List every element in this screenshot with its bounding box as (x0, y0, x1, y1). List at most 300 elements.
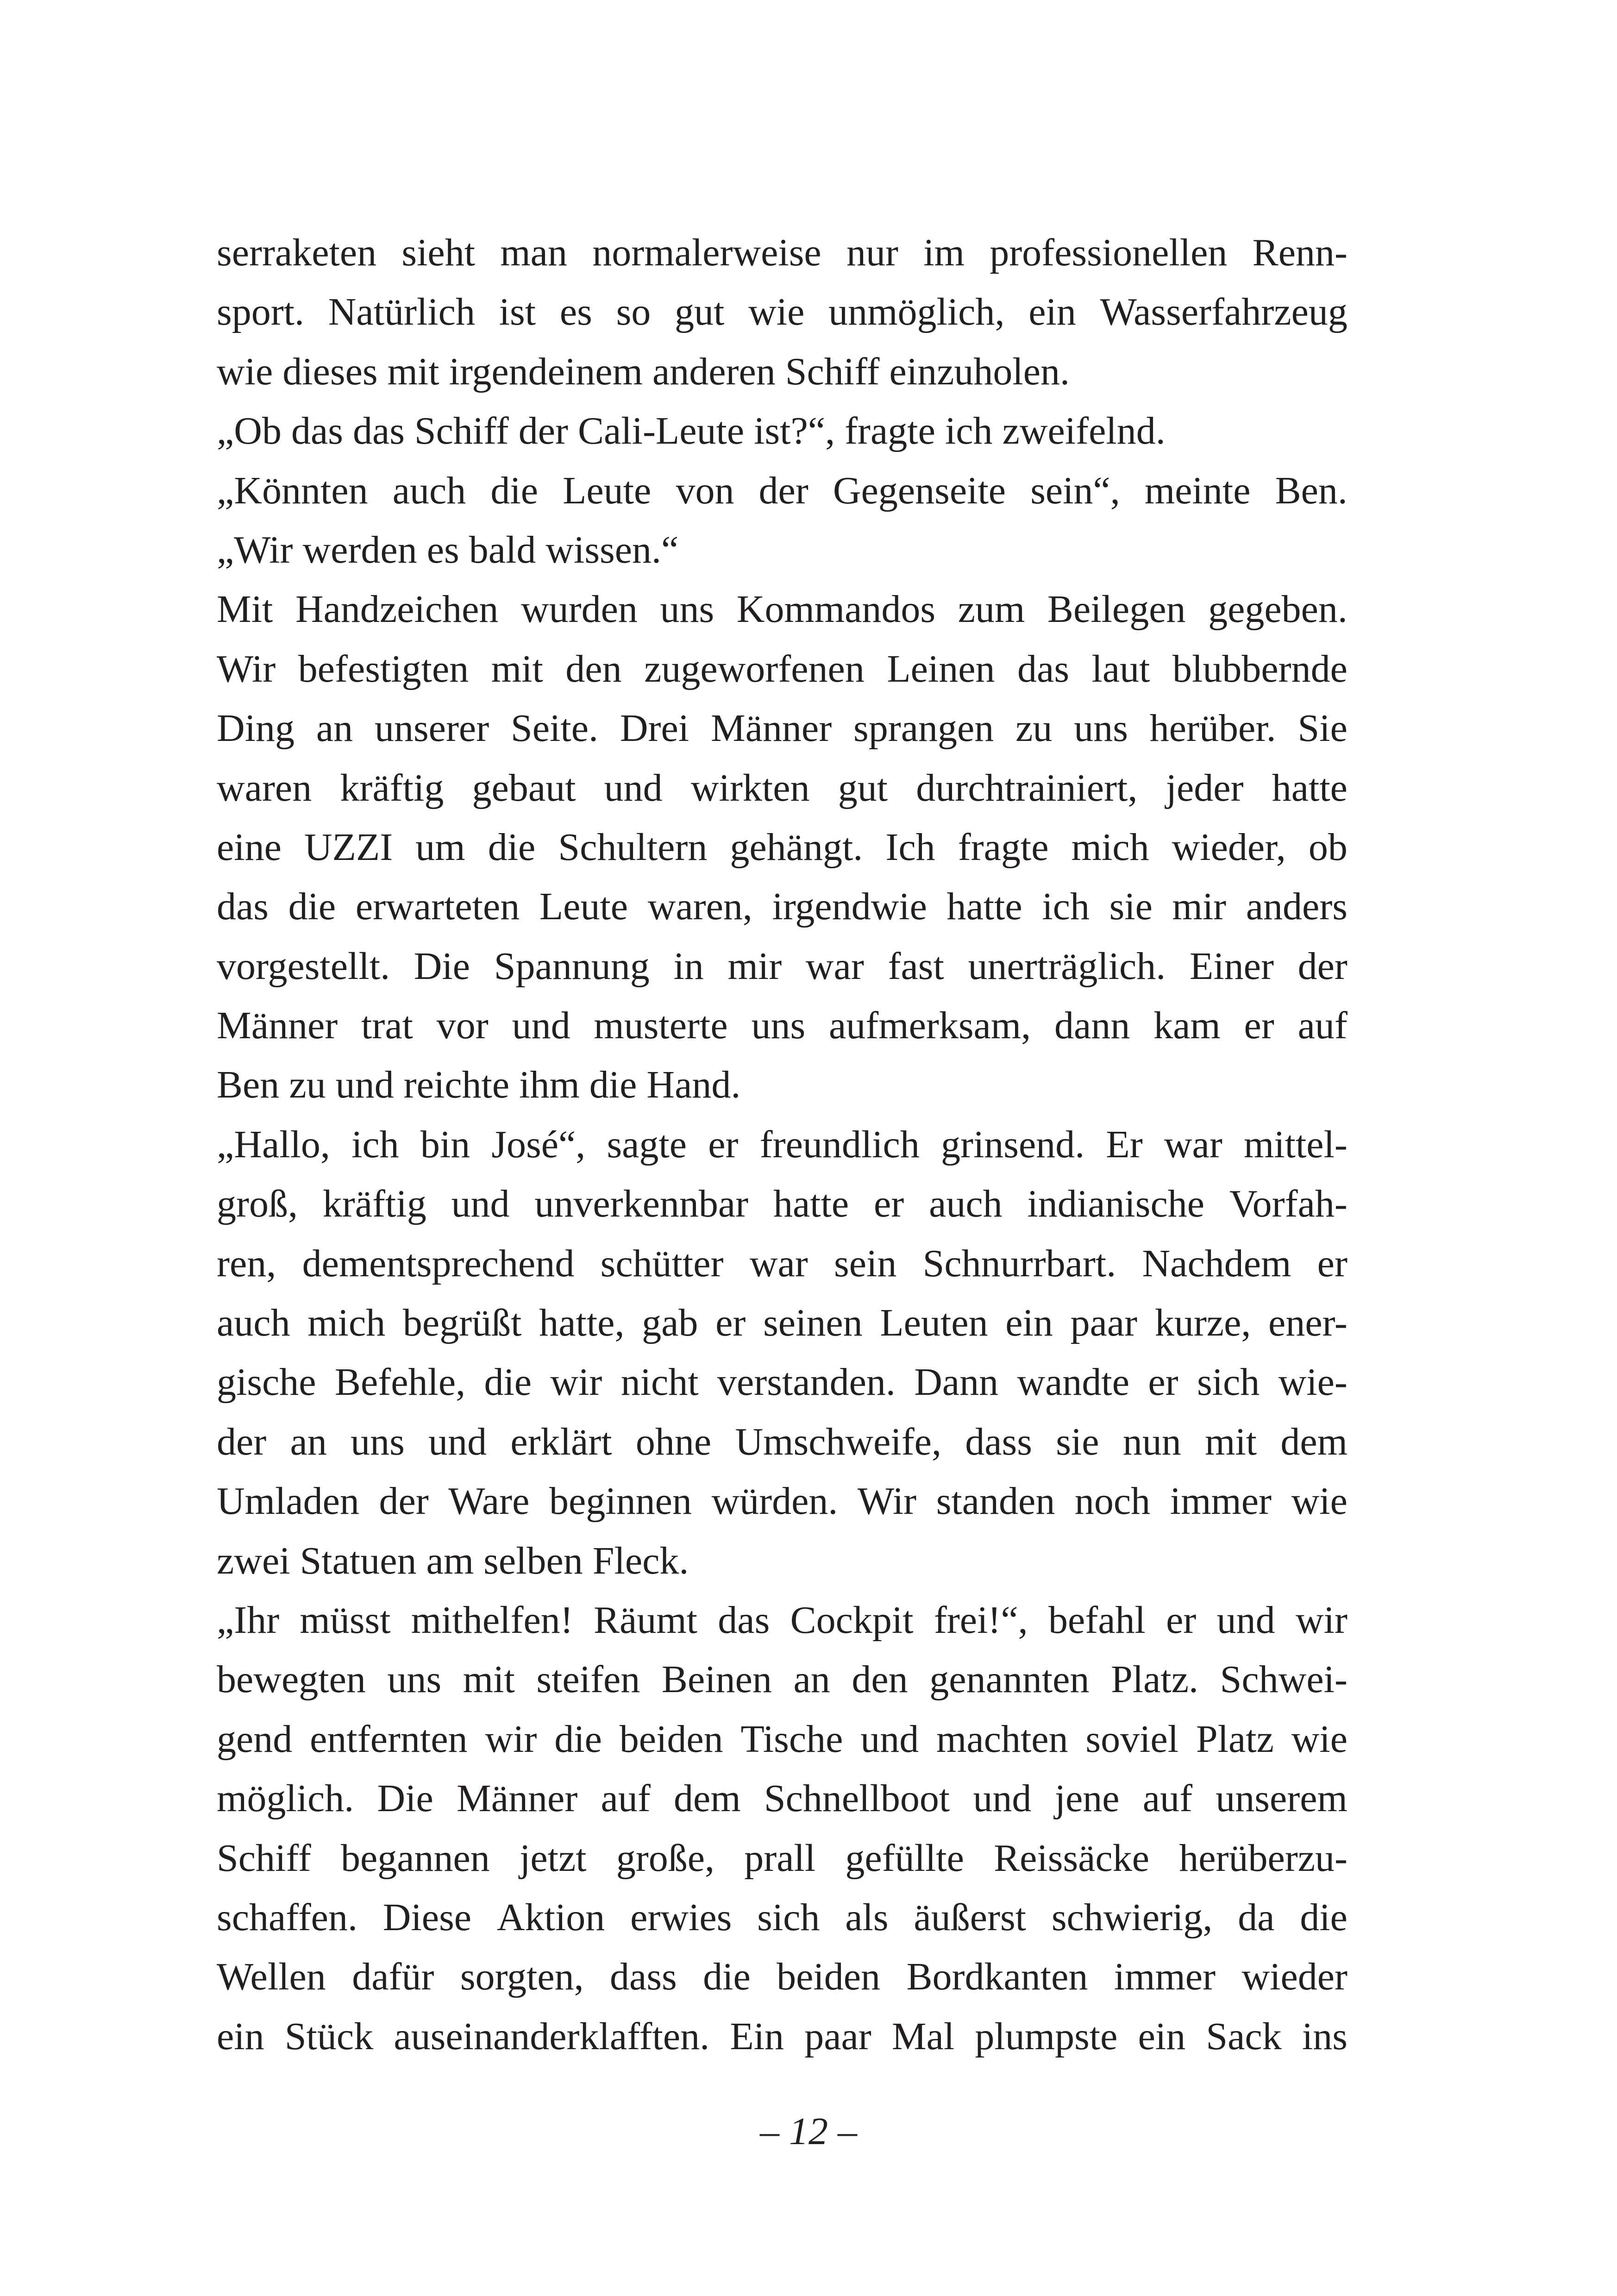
word: der (217, 1420, 267, 1463)
word: bewegten (217, 1658, 366, 1701)
word: an (316, 707, 353, 750)
word: serraketen (217, 231, 377, 274)
word: fast (888, 944, 944, 988)
text-line (217, 1472, 1348, 1531)
word: die (703, 1955, 751, 1999)
word: Er (1106, 1123, 1143, 1166)
word: sich (1197, 1361, 1260, 1404)
word: auf (601, 1777, 651, 1820)
text-line (217, 1591, 1348, 1650)
word: ein (1005, 1301, 1053, 1345)
word: professionellen (990, 231, 1228, 274)
word: begrüßt (402, 1301, 522, 1345)
word: kam (1153, 1004, 1221, 1048)
word: auf (1297, 1004, 1348, 1048)
text-line (217, 1353, 1348, 1412)
word: Tische (740, 1717, 843, 1761)
word: gend (217, 1717, 293, 1761)
text-line (217, 1531, 1348, 1591)
word: er (874, 1182, 904, 1226)
word: indianische (1027, 1182, 1205, 1226)
word: zweifelnd. (1002, 409, 1166, 453)
text-line (217, 521, 1348, 580)
word: erklärt (510, 1420, 612, 1463)
word: uns (351, 1420, 405, 1463)
word: zu (289, 1063, 326, 1107)
word: Renn- (1252, 231, 1348, 274)
word: war (1164, 1123, 1222, 1166)
word: da (1238, 1895, 1275, 1939)
word: Platz (1196, 1717, 1274, 1761)
word: möglich. (217, 1777, 354, 1820)
word: Schiff (785, 350, 880, 393)
word: das (1017, 647, 1070, 690)
word: mithelfen! (411, 1598, 573, 1642)
word: anders (1246, 885, 1348, 928)
word: die (490, 469, 538, 512)
word: es (559, 290, 592, 334)
word: blubbernde (1172, 647, 1348, 690)
word: nicht (620, 1361, 699, 1404)
word: würden. (711, 1480, 838, 1523)
word: fragte (958, 825, 1049, 869)
word: entfernten (310, 1717, 468, 1761)
word: paar (1070, 1301, 1138, 1345)
body-text (217, 223, 1348, 2066)
word: beginnen (549, 1480, 692, 1523)
word: beiden (619, 1717, 723, 1761)
word: er (1244, 1004, 1274, 1048)
word: Männer (217, 1004, 338, 1048)
word: ein (1138, 2014, 1186, 2058)
word: Ben. (1275, 469, 1348, 512)
word: und (973, 1777, 1032, 1820)
word: um (415, 825, 465, 869)
word: genannten (929, 1658, 1090, 1701)
word: prall (744, 1836, 816, 1880)
word: Beilegen (1047, 588, 1186, 631)
word: Wir (217, 647, 276, 690)
word: waren, (647, 885, 752, 928)
word: mir (1172, 885, 1227, 928)
word: Ware (448, 1480, 530, 1523)
word: Umladen (217, 1480, 359, 1523)
word: als (845, 1895, 889, 1939)
word: vor (436, 1004, 489, 1048)
word: uns (1074, 707, 1128, 750)
word: ohne (635, 1420, 712, 1463)
word: jeder (1166, 766, 1244, 809)
word: machten (936, 1717, 1068, 1761)
text-line (217, 877, 1348, 936)
word: die (288, 885, 336, 928)
word: Nachdem (1142, 1242, 1291, 1285)
word: nur (846, 231, 898, 274)
word: wandte (1017, 1361, 1130, 1404)
word: gegeben. (1208, 588, 1348, 631)
word: die (554, 1717, 602, 1761)
word: Seite. (511, 707, 598, 750)
word: schaffen. (217, 1895, 357, 1939)
word: das (217, 885, 269, 928)
word: ihm (519, 1063, 580, 1107)
word: unmöglich, (828, 290, 1005, 334)
word: freundlich (759, 1123, 920, 1166)
word: den (565, 647, 622, 690)
word: mir (727, 944, 782, 988)
word: es (426, 528, 459, 571)
word: normalerweise (592, 231, 821, 274)
word: irgendwie (772, 885, 927, 928)
text-line (217, 342, 1348, 401)
word: er (715, 1301, 746, 1345)
word: den (852, 1658, 908, 1701)
word: am (426, 1539, 474, 1582)
word: wir (485, 1717, 537, 1761)
word: dementsprechend (302, 1242, 575, 1285)
word: der (758, 469, 808, 512)
word: Umschweife, (735, 1420, 941, 1463)
word: Schiff (217, 1836, 311, 1880)
text-line (217, 1115, 1348, 1174)
word: Schiff (414, 409, 509, 453)
word: Stück (284, 2014, 374, 2058)
word: steifen (536, 1658, 640, 1701)
word: Handzeichen (295, 588, 499, 631)
word: Reissäcke (994, 1836, 1149, 1880)
word: Diese (382, 1895, 472, 1939)
word: beiden (777, 1955, 881, 1999)
text-line (217, 937, 1348, 996)
word: dem (674, 1777, 741, 1820)
word: zum (958, 588, 1025, 631)
word: sieht (401, 231, 476, 274)
text-line (217, 580, 1348, 639)
word: auch (392, 469, 466, 512)
word: wie (1291, 1480, 1348, 1523)
word: mittel- (1243, 1123, 1348, 1166)
word: standen (936, 1480, 1055, 1523)
word: begannen (340, 1836, 490, 1880)
word: ist (499, 290, 536, 334)
word: Wasserfahrzeug (1100, 290, 1348, 334)
word: jetzt (520, 1836, 587, 1880)
word: ener- (1268, 1301, 1348, 1345)
word: mich (307, 1301, 386, 1345)
word: dann (1054, 1004, 1130, 1048)
word: wie (748, 290, 805, 334)
word: plumpste (975, 2014, 1118, 2058)
word: mit (463, 1658, 515, 1701)
word: das (352, 409, 405, 453)
word: dem (1280, 1420, 1348, 1463)
word: Schultern (558, 825, 708, 869)
word: Vorfah- (1229, 1182, 1348, 1226)
word: UZZI (304, 825, 393, 869)
word: der (518, 409, 568, 453)
word: befahl (1048, 1598, 1146, 1642)
word: unserem (1216, 1777, 1348, 1820)
word: der (1297, 944, 1348, 988)
word: wurden (520, 588, 638, 631)
word: schwierig, (1051, 1895, 1213, 1939)
word: die (488, 825, 536, 869)
word: paar (804, 2014, 871, 2058)
word: und (512, 1004, 570, 1048)
word: Bordkanten (906, 1955, 1088, 1999)
word: uns (751, 1004, 806, 1048)
word: unerträglich. (968, 944, 1166, 988)
word: Befehle, (334, 1361, 466, 1404)
text-line (217, 461, 1348, 521)
word: sie (1109, 885, 1153, 928)
word: zu (1015, 707, 1053, 750)
word: Räumt (594, 1598, 698, 1642)
word: Hand. (646, 1063, 741, 1107)
word: jene (1054, 1777, 1120, 1820)
word: ren, (217, 1242, 276, 1285)
word: hatte, (539, 1301, 625, 1345)
word: er (708, 1123, 739, 1166)
word: auch (217, 1301, 290, 1345)
word: nun (1122, 1420, 1181, 1463)
word: wie (1291, 1717, 1348, 1761)
word: kräftig (322, 1182, 426, 1226)
word: Gegenseite (833, 469, 1006, 512)
word: „Hallo, (217, 1123, 330, 1166)
word: Wir (857, 1480, 917, 1523)
word: und (1216, 1598, 1275, 1642)
word: Schwei- (1220, 1658, 1348, 1701)
word: Spannung (494, 944, 650, 988)
word: „Könnten (217, 469, 368, 512)
word: mit (491, 647, 543, 690)
word: Die (414, 944, 470, 988)
word: Die (377, 1777, 433, 1820)
word: im (923, 231, 965, 274)
word: Ben (217, 1063, 280, 1107)
word: unverkennbar (534, 1182, 749, 1226)
word: dass (965, 1420, 1032, 1463)
word: immer (1114, 1955, 1216, 1999)
word: Ich (885, 825, 935, 869)
word: wie- (1278, 1361, 1348, 1404)
word: Aktion (496, 1895, 605, 1939)
word: er (1166, 1598, 1197, 1642)
word: dafür (352, 1955, 434, 1999)
word: ist?“, (754, 409, 835, 453)
word: auch (929, 1182, 1003, 1226)
word: Männer (457, 1777, 578, 1820)
word: ein (217, 2014, 264, 2058)
word: mit (1205, 1420, 1257, 1463)
text-line (217, 1947, 1348, 2007)
text-line (217, 818, 1348, 877)
word: Einer (1190, 944, 1274, 988)
page-number: – 12 – (760, 2110, 857, 2153)
word: Leute (539, 885, 628, 928)
word: trat (361, 1004, 413, 1048)
word: er (1148, 1361, 1178, 1404)
word: wissen.“ (545, 528, 679, 571)
word: von (676, 469, 734, 512)
word: uns (387, 1658, 442, 1701)
word: gefüllte (845, 1836, 964, 1880)
word: waren (217, 766, 312, 809)
word: sprangen (853, 707, 994, 750)
word: durchtrainiert, (916, 766, 1138, 809)
word: wirkten (690, 766, 810, 809)
word: herüber. (1149, 707, 1276, 750)
word: äußerst (914, 1895, 1026, 1939)
word: gische (217, 1361, 316, 1404)
word: laut (1091, 647, 1150, 690)
word: noch (1074, 1480, 1151, 1523)
word: „Ob (217, 409, 282, 453)
text-line (217, 1293, 1348, 1353)
text-line (217, 282, 1348, 342)
text-line (217, 401, 1348, 461)
text-line (217, 640, 1348, 699)
word: sagte (607, 1123, 687, 1166)
text-line (217, 223, 1348, 282)
word: gab (642, 1301, 698, 1345)
word: er (1317, 1242, 1348, 1285)
text-line (217, 1650, 1348, 1709)
word: an (290, 1420, 327, 1463)
word: sie (1056, 1420, 1099, 1463)
word: Beinen (661, 1658, 772, 1701)
word: ich (945, 409, 993, 453)
word: Leinen (887, 647, 995, 690)
word: wieder, (1172, 825, 1286, 869)
word: hatte (773, 1182, 849, 1226)
word: hatte (1272, 766, 1348, 809)
word: sorgten, (460, 1955, 584, 1999)
word: die (484, 1361, 532, 1404)
text-line (217, 1829, 1348, 1888)
word: vorgestellt. (217, 944, 390, 988)
word: frei!“, (934, 1598, 1028, 1642)
word: und (428, 1420, 487, 1463)
word: grinsend. (940, 1123, 1085, 1166)
word: ein (1028, 290, 1076, 334)
word: bald (469, 528, 536, 571)
text-line (217, 996, 1348, 1055)
word: anderen (652, 350, 776, 393)
word: das (291, 409, 343, 453)
word: sein“, (1030, 469, 1120, 512)
word: kräftig (340, 766, 444, 809)
word: befestigten (298, 647, 469, 690)
word: einzuholen. (889, 350, 1070, 393)
word: und (860, 1717, 919, 1761)
text-line (217, 699, 1348, 758)
word: Leute (563, 469, 652, 512)
word: zwei (217, 1539, 290, 1582)
word: an (793, 1658, 830, 1701)
word: schütter (600, 1242, 724, 1285)
word: werden (302, 528, 417, 571)
text-line (217, 1769, 1348, 1828)
word: die (589, 1063, 637, 1107)
word: „Wir (217, 528, 293, 571)
word: erwarteten (355, 885, 520, 928)
word: sein (834, 1242, 897, 1285)
word: und (604, 766, 663, 809)
word: Mal (891, 2014, 955, 2058)
word: Natürlich (328, 290, 475, 334)
word: dass (610, 1955, 677, 1999)
word: Mit (217, 588, 273, 631)
word: verstanden. (717, 1361, 896, 1404)
word: Leuten (880, 1301, 988, 1345)
text-line (217, 1412, 1348, 1472)
word: meinte (1144, 469, 1251, 512)
word: Ding (217, 707, 295, 750)
word: so (616, 290, 651, 334)
word: und (451, 1182, 510, 1226)
word: gebaut (472, 766, 576, 809)
word: Statuen (300, 1539, 417, 1582)
word: fragte (845, 409, 935, 453)
word: Cali-Leute (577, 409, 745, 453)
word: ins (1302, 2014, 1348, 2058)
word: wieder (1241, 1955, 1348, 1999)
text-line (217, 1234, 1348, 1293)
word: bin (420, 1123, 470, 1166)
word: kurze, (1154, 1301, 1251, 1345)
word: wir (1295, 1598, 1348, 1642)
word: gehängt. (730, 825, 863, 869)
word: man (500, 231, 567, 274)
text-line (217, 759, 1348, 818)
word: immer (1170, 1480, 1272, 1523)
word: Sack (1206, 2014, 1282, 2058)
text-line (217, 1888, 1348, 1947)
word: Drei (620, 707, 689, 750)
word: mich (1071, 825, 1149, 869)
word: dieses (282, 350, 378, 393)
word: große, (616, 1836, 715, 1880)
word: war (749, 1242, 808, 1285)
text-line (217, 1174, 1348, 1234)
word: selben (483, 1539, 583, 1582)
word: soviel (1085, 1717, 1179, 1761)
text-line (217, 1055, 1348, 1115)
word: Fleck. (592, 1539, 689, 1582)
word: auf (1142, 1777, 1193, 1820)
word: eine (217, 825, 282, 869)
word: gut (675, 290, 725, 334)
word: musterte (594, 1004, 728, 1048)
word: ob (1308, 825, 1348, 869)
word: und (335, 1063, 394, 1107)
word: „Ihr (217, 1598, 280, 1642)
word: sport. (217, 290, 304, 334)
word: seinen (763, 1301, 863, 1345)
word: Ein (730, 2014, 784, 2058)
word: mit (387, 350, 439, 393)
word: erwies (630, 1895, 732, 1939)
text-line (217, 2007, 1348, 2066)
word: wie (217, 350, 273, 393)
word: der (379, 1480, 429, 1523)
word: gut (838, 766, 888, 809)
word: reichte (403, 1063, 510, 1107)
word: Sie (1297, 707, 1348, 750)
word: hatte (946, 885, 1022, 928)
